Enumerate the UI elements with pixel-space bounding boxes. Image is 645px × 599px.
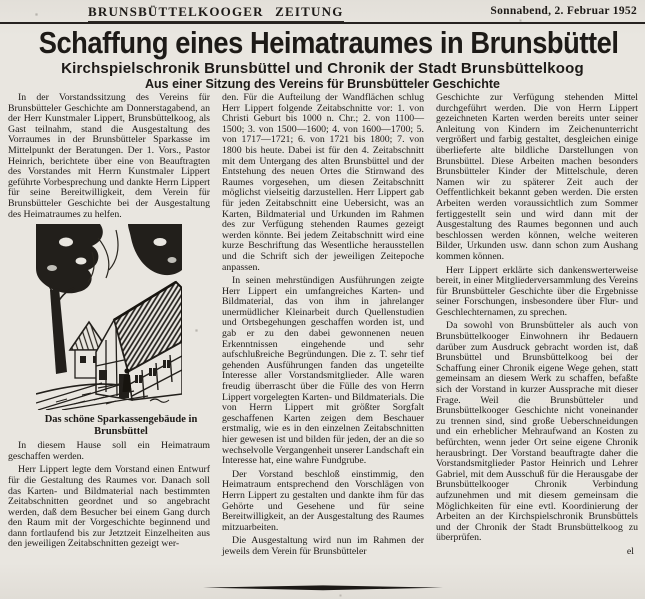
illustration-figure	[36, 224, 198, 438]
paragraph: In diesem Hause soll ein Heimatraum geschaffen werden.	[8, 440, 210, 462]
paragraph: Geschichte zur Verfügung stehenden Mittel durchgeführt werden. Die von Herrn Lippert gezeichneten Karten werden bereits unter seiner Anleitung von Kindern im Zeichenunterricht vergrößert und farbig gestaltet, desgleichen einige überlieferte alte bildliche Darstellungen von Brunsbüttel. Diese Arbeiten machen besonders Brunsbütteler Kinder der Mittelschule, deren Namen wir zu späterer Zeit auch der Oeffentlichkeit bekannt geben werden. Die ersten Arbeiten werden voraussichtlich zum Sommer fertiggestellt sein und wird dann mit der Ausgestaltung des Raumes begonnen und auch beschlossen werden können, welche weiteren Bilder, Urkunden usw. dann schon zum Aushang kommen können.	[436, 93, 638, 262]
column-3	[436, 93, 638, 587]
paragraph: Der Vorstand beschloß einstimmig, den Heimatraum entsprechend den Vorschlägen von Herrn Lippert zu gestalten und dankte ihm für das Gehörte und Gesehene und für seine Bereitwilligkeit, an der Ausgestaltung des Raumes mitzuarbeiten.	[222, 468, 424, 533]
article-subheadline: Kirchspielschronik Brunsbüttel und Chronik der Stadt Brunsbüttelkoog	[61, 60, 584, 77]
foliage-left	[36, 224, 103, 293]
paragraph: In der Vorstandssitzung des Vereins für Brunsbütteler Geschichte am Donnerstagabend, an der Herr Kunstmaler Lippert, Brunsbüttelkoog, als Gast teilnahm, stand die Ausgestaltung des Vorraumes in der Brunsbütteler Sparkasse im Mittelpunkt der Beratungen. Der 1. Vors., Pastor Heinrich, berichtete über eine von Beauftragten des Vorstandes mit Herrn Kunstmaler Lippert geführte Vorbesprechung und dankte Herrn Lippert für seine Bereitwilligkeit, dem Verein für Brunsbütteler Geschichte bei der Ausgestaltung des Heimatraumes zu helfen.	[8, 93, 210, 220]
illustration-caption: Das schöne Sparkassengebäude in Brunsbüttel	[44, 414, 198, 438]
paragraph: Herr Lippert erklärte sich dankenswerterweise bereit, in einer Mitgliederversammlung des Vereins für Brunsbütteler Geschichte über die Ergebnisse seiner Forschungen, insbesondere über Flur- und Geschlechternamen, zu sprechen.	[436, 264, 638, 318]
artist-signature-mark	[150, 399, 169, 402]
foliage-right	[128, 224, 182, 275]
paragraph: den. Für die Aufteilung der Wandflächen schlug Herr Lippert folgende Zeitabschnitte vor: 1. von Christi Geburt bis 1000 n. Chr.; 2. von 1100—1500; 3. von 1500—1600; 4. von 1600—1700; 5. von 1717—1721; 6. von 1721 bis 1800; 7. von 1800 bis heute. Dabei ist für den 4. Zeitabschnitt mit dem Untergang des alten Brunsbüttel und der Entstehung des neuen Ortes die Stirnwand des Raumes vorgesehen, um diesen Zeitabschnitt möglichst vielseitig darzustellen. Herr Lippert gab für jeden Zeitabschnitt eine Uebersicht, was an Karten, Bildmaterial und Urkunden im Rahmen des zur Verfügung stehenden Raumes gezeigt werden könnte. Bei jedem Zeitabschnitt wird eine kurze Beschriftung das Wesentliche herausstellen und die Schrift sich der jeweiligen Zeitepoche anpassen.	[222, 93, 424, 273]
article-headline: Schaffung eines Heimatraumes in Brunsbüttel	[38, 25, 619, 60]
author-signature: el	[626, 545, 634, 557]
masthead-title: BRUNSBÜTTELKOOGER ZEITUNG	[88, 4, 344, 22]
paragraph: Da sowohl von Brunsbütteler als auch von Brunsbüttelkooger Einwohnern ihr Bedauern darüber zum Ausdruck gebracht worden ist, daß Brunsbüttel und Brunsbüttelkoog bei der Schaffung einer Chronik eigene Wege gehen, statt gemeinsam an diesem Werk zu schaffen, befaßte sich der Vorstand in kurzer Aussprache mit dieser Frage. Weil die Brunsbütteler und Brunsbüttelkooger Geschichte nicht voneinander zu trennen sind, sind große Ueberschneidungen und ein erheblicher Mehraufwand an Kosten zu befürchten, wenn jeder Ort seine eigene Chronik herausbringt. Der Vorstand beauftragte daher die Vorstandsmitglieder Pastor Heinrich und Lehrer Gabriel, mit dem Ausschuß für die Herausgabe der Brunsbüttelkooger Chronik Verbindung aufzunehmen und mit diesem gemeinsam die Möglichkeiten für eine evtl. Koordinierung der Arbeiten an der Kirchspielschronik Brunsbüttels und der Chronik der Stadt Brunsbüttelkoog zu überprüfen.	[436, 320, 638, 544]
masthead-rule	[0, 22, 645, 24]
article-kicker: Aus einer Sitzung des Vereins für Brunsbütteler Geschichte	[145, 77, 500, 91]
paragraph: Herr Lippert legte dem Vorstand einen Entwurf für die Gestaltung des Raumes vor. Danach soll das Karten- und Bildmaterial nach bestimmten Zeitabschnitten geordnet und so angebracht werden, daß dem Besucher bei einem Gang durch den Raum mit der Vorgeschichte beginnend und dann fortlaufend bis zur Jetztzeit Einzelheiten aus den jeweiligen Zeitabschnitten gezeigt wer-	[8, 464, 210, 550]
paper-specks	[0, 0, 1, 1]
paragraph: In seinen mehrstündigen Ausführungen zeigte Herr Lippert ein umfangreiches Karten- und Bildmaterial, das von ihm in jahrelanger unermüdlicher Kleinarbeit durch Quellenstudien und Ortsbegehungen geschaffen worden ist, und gab er zu den dabei gewonnenen neuen Erkenntnissen eingehende und sehr aufschlußreiche Begründungen. Die z. T. sehr tief gehenden Ausführungen fanden das ungeteilte Interesse aller Vorstandsmitglieder. Alle waren freudig überrascht über die Fülle des von Herrn Lippert vorgelegten Karten- und Bildmaterials. Die von Herrn Lippert mit größter Sorgfalt geschaffenen Karten zeigen dem Beschauer erstmalig, wie es in den einzelnen Zeitabschnitten hier gewesen ist und bilden für jeden, der an die so wechselvolle Vergangenheit unserer Landschaft ein Interesse hat, eine wahre Fundgrube.	[222, 275, 424, 467]
article-columns	[8, 93, 638, 587]
column-1	[8, 93, 210, 587]
paragraph: Die Ausgestaltung wird nun im Rahmen der jeweils dem Verein für Brunsbütteler	[222, 535, 424, 557]
bottom-tapered-rule	[203, 585, 443, 591]
sparkasse-woodcut-illustration	[36, 224, 182, 410]
column-2	[222, 93, 424, 587]
masthead-date: Sonnabend, 2. Februar 1952	[490, 5, 637, 17]
